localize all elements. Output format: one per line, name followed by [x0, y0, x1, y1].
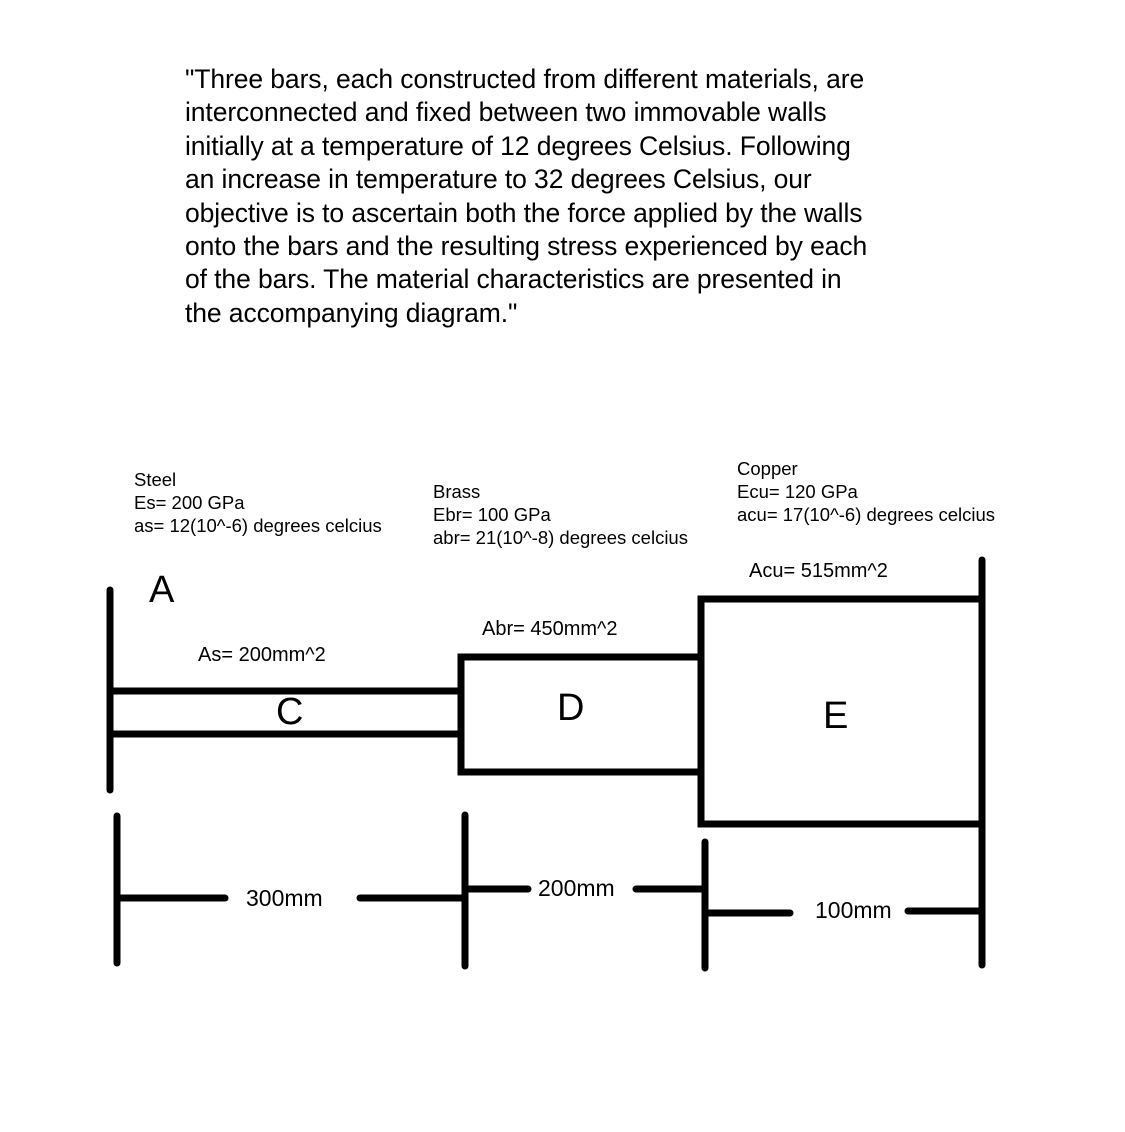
steel-expansion: as= 12(10^-6) degrees celcius	[134, 515, 382, 536]
problem-line: onto the bars and the resulting stress experienced by each	[185, 231, 868, 262]
copper-area-label: Acu= 515mm^2	[749, 560, 888, 582]
copper-length-label: 100mm	[815, 897, 892, 923]
problem-line: initially at a temperature of 12 degrees Celsius. Following	[185, 130, 851, 161]
steel-modulus: Es= 200 GPa	[134, 492, 245, 513]
brass-modulus: Ebr= 100 GPa	[433, 504, 551, 525]
wall-label: A	[149, 569, 175, 611]
steel-properties	[134, 468, 382, 537]
brass-expansion: abr= 21(10^-8) degrees celcius	[433, 527, 688, 548]
brass-length-label: 200mm	[538, 875, 615, 901]
brass-area-label: Abr= 450mm^2	[482, 618, 618, 640]
copper-expansion: acu= 17(10^-6) degrees celcius	[737, 504, 996, 525]
brass-bar-letter: D	[557, 687, 585, 729]
problem-line: interconnected and fixed between two immovable walls	[185, 97, 827, 128]
steel-name: Steel	[134, 469, 177, 490]
steel-bar-letter: C	[276, 691, 304, 733]
problem-line: objective is to ascertain both the force applied by the walls	[185, 197, 863, 228]
problem-line: of the bars. The material characteristics are presented in	[185, 264, 842, 295]
problem-line: the accompanying diagram."	[185, 297, 518, 328]
brass-properties	[433, 480, 688, 549]
brass-name: Brass	[433, 481, 481, 502]
copper-name: Copper	[737, 458, 798, 479]
problem-line: "Three bars, each constructed from different materials, are	[185, 64, 865, 94]
copper-modulus: Ecu= 120 GPa	[737, 481, 858, 502]
copper-bar-letter: E	[823, 695, 849, 737]
steel-area-label: As= 200mm^2	[198, 644, 326, 666]
problem-line: an increase in temperature to 32 degrees Celsius, our	[185, 164, 812, 195]
copper-properties	[737, 457, 995, 526]
steel-length-label: 300mm	[246, 885, 323, 911]
